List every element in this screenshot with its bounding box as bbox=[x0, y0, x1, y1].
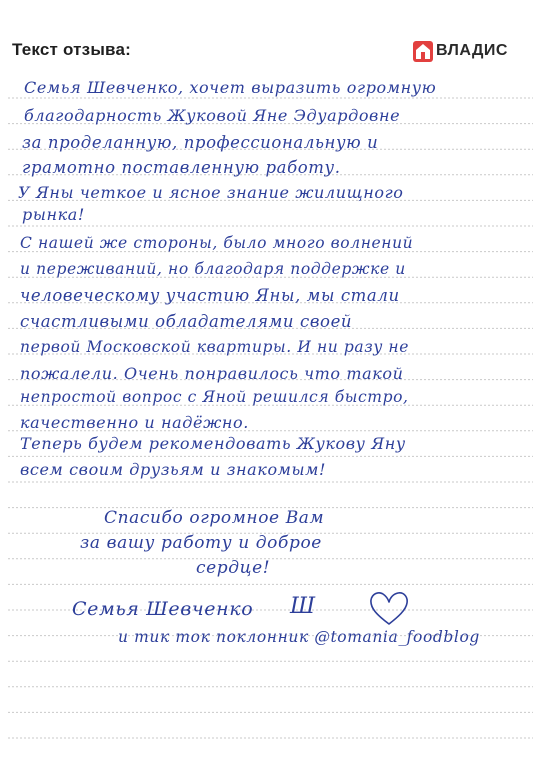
heart-icon bbox=[367, 588, 411, 628]
review-line: непростой вопрос с Яной решился быстро, bbox=[20, 388, 409, 406]
review-line: и переживаний, но благодаря поддержке и bbox=[20, 260, 406, 278]
tiktok-line: и тик ток поклонник @tomania_foodblog bbox=[118, 628, 480, 646]
review-line: качественно и надёжно. bbox=[20, 413, 249, 432]
thanks-line: сердце! bbox=[196, 558, 271, 578]
review-line: грамотно поставленную работу. bbox=[22, 158, 341, 177]
thanks-line: за вашу работу и доброе bbox=[80, 533, 322, 553]
review-line: первой Московской квартиры. И ни разу не bbox=[20, 338, 410, 356]
review-line: рынка! bbox=[22, 205, 85, 224]
review-line: за проделанную, профессиональную и bbox=[22, 133, 379, 152]
signature-mark: Ш bbox=[290, 594, 316, 619]
review-line: Теперь будем рекомендовать Жукову Яну bbox=[20, 434, 406, 453]
review-line: У Яны четкое и ясное знание жилищного bbox=[18, 183, 404, 202]
page-title: Текст отзыва: bbox=[12, 40, 131, 59]
signature-text: Семья Шевченко bbox=[72, 598, 254, 620]
house-logo-icon bbox=[413, 41, 433, 62]
review-line: счастливыми обладателями своей bbox=[20, 312, 353, 331]
review-line: человеческому участию Яны, мы стали bbox=[20, 286, 400, 305]
review-line: С нашей же стороны, было много волнений bbox=[20, 234, 414, 252]
review-line: Семья Шевченко, хочет выразить огромную bbox=[24, 78, 437, 97]
brand-logo-text: ВЛАДИС bbox=[436, 42, 508, 59]
review-line: благодарность Жуковой Яне Эдуардовне bbox=[24, 106, 401, 125]
review-line: пожалели. Очень понравилось что такой bbox=[20, 364, 404, 383]
review-line: всем своим друзьям и знакомым! bbox=[20, 460, 327, 479]
thanks-line: Спасибо огромное Вам bbox=[104, 508, 325, 528]
brand-logo bbox=[413, 40, 508, 62]
